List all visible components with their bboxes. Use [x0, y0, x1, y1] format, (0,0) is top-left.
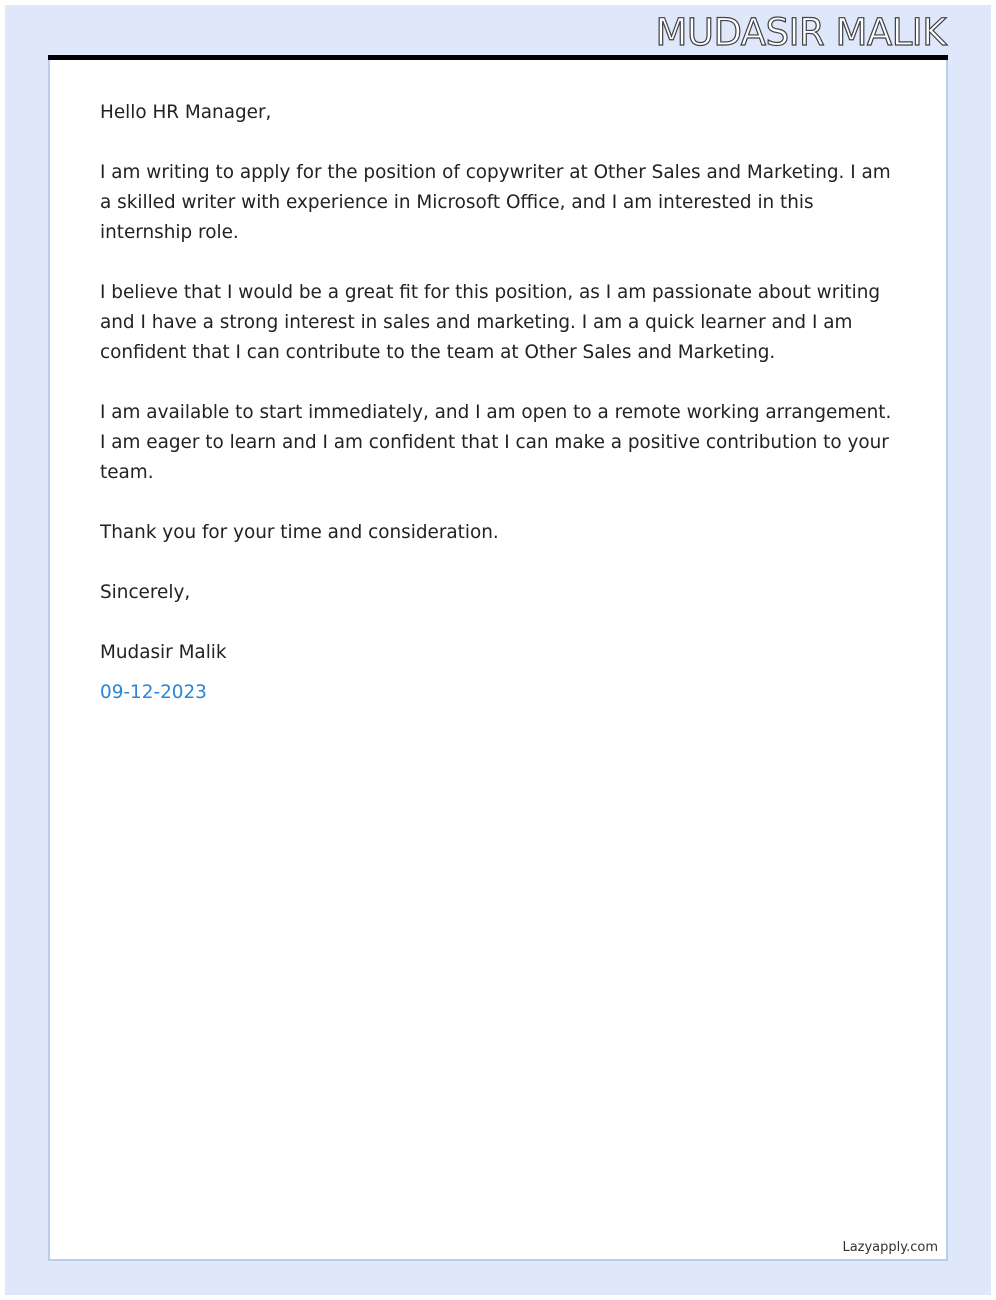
letter-paragraph-4: Thank you for your time and consideration.	[100, 522, 499, 543]
letter-date: 09-12-2023	[100, 682, 207, 703]
letter-paragraph-2: I believe that I would be a great fit for this position, as I am passionate about writing and I have a strong interest in sales and marketing. I am a quick learner and I am confident that I can contribute to the team at Other Sales and Marketing.	[100, 282, 881, 363]
letter-paragraph-1: I am writing to apply for the position of copywriter at Other Sales and Marketing. I am a skilled writer with experience in Microsoft Office, and I am interested in this internship role.	[100, 162, 891, 243]
letter-greeting: Hello HR Manager,	[100, 102, 272, 123]
footer-brand: Lazyapply.com	[842, 1240, 938, 1255]
letter-closing: Sincerely,	[100, 582, 191, 603]
header-name: MUDASIR MALIK	[655, 11, 946, 54]
letter-page	[48, 60, 948, 1261]
letter-paragraph-3: I am available to start immediately, and I am open to a remote working arrangement. I am eager to learn and I am confident that I can make a positive contribution to your team.	[100, 402, 892, 483]
letter-signature: Mudasir Malik	[100, 642, 227, 663]
letter-body	[100, 98, 900, 708]
